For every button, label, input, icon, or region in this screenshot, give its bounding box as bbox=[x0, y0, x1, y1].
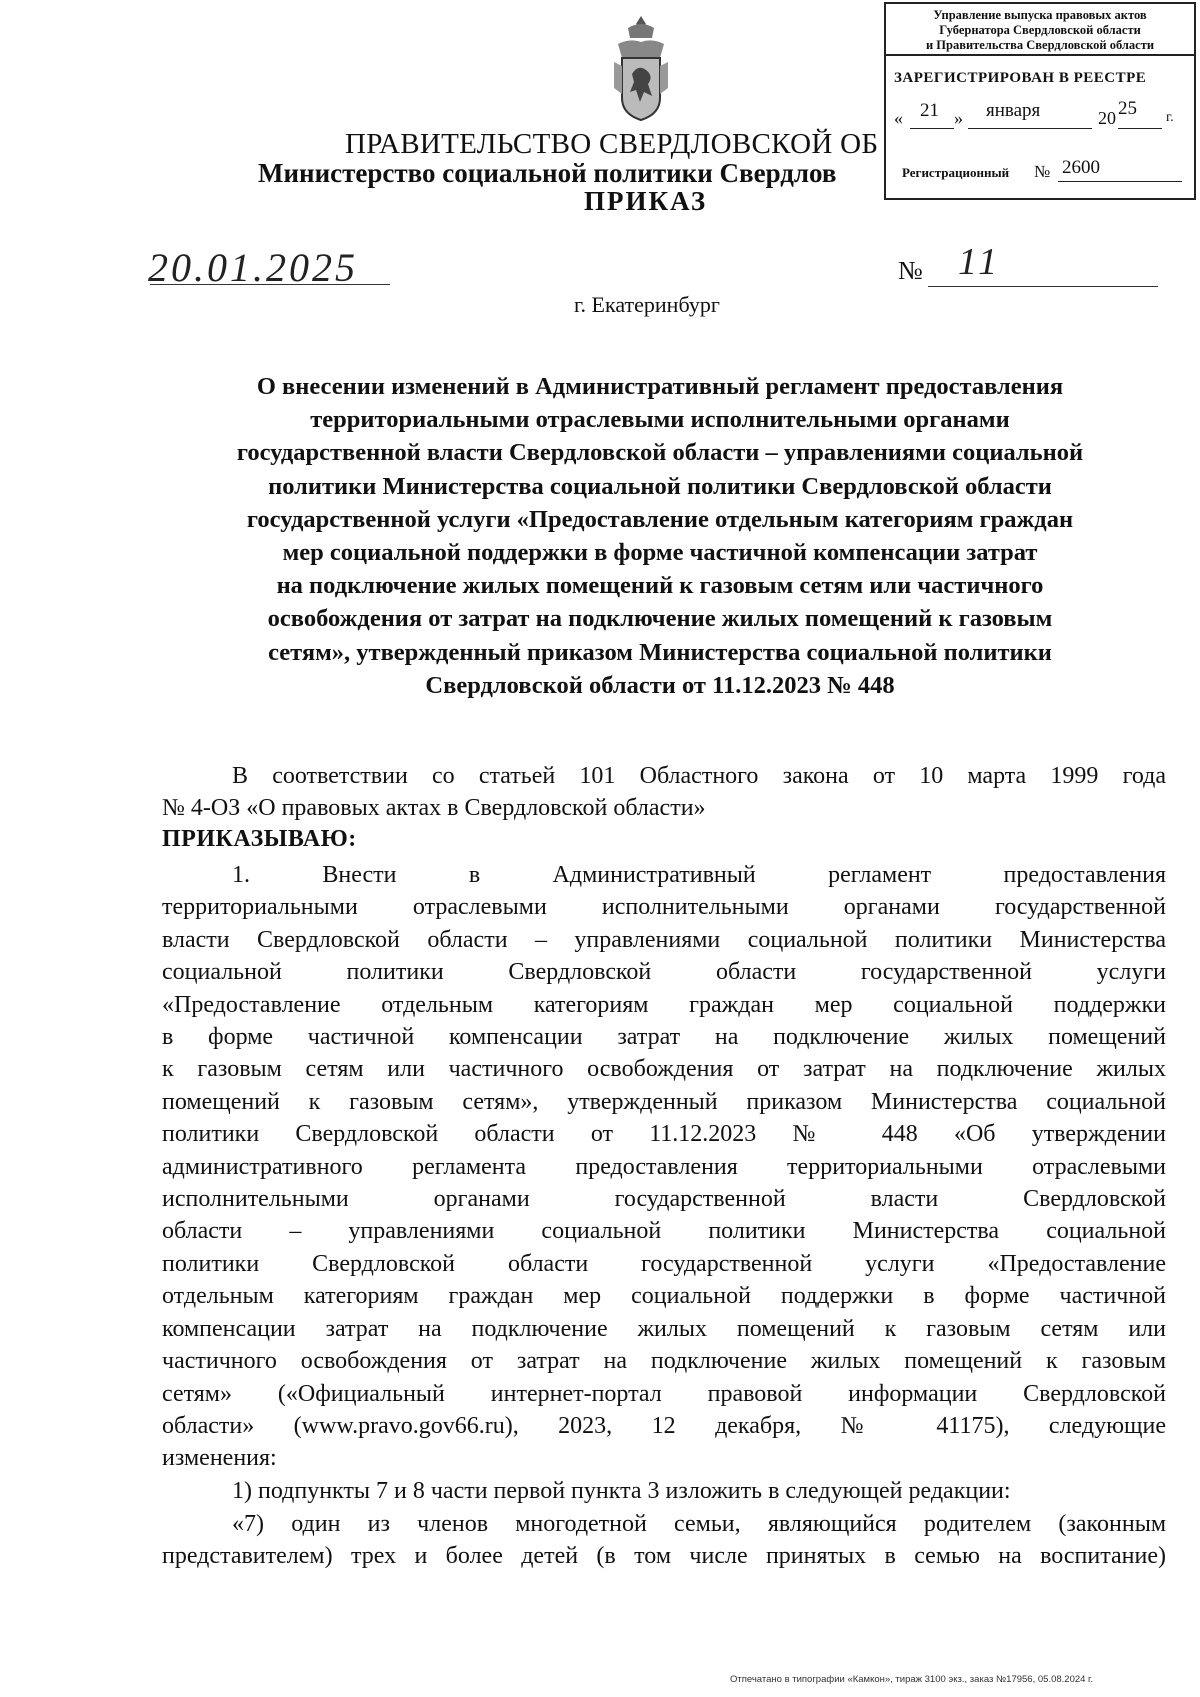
quote-7: «7) один из членов многодетной семьи, являющийся родителем (законным представителем) трех и более детей (в том числе принятых в семью на воспитание) bbox=[162, 1511, 1166, 1570]
item-1: 1. Внести в Административный регламент предоставления территориальными отраслевыми исполнительными органами государственной власти Свердловской области – управлениями социальной политики Министерства социальной политики Свердловской области государственной услуги «Предоставление отдельным категориям граждан мер социальной поддержки в форме частичной компенсации затрат на подключение жилых помещений к газовым сетям или частичного освобождения от затрат на подключение жилых помещений к газовым сетям», утвержденный приказом Министерства социальной политики Свердловской области от 11.12.2023 № 448 «Об утверждении административного регламента предоставления территориальными отраслевыми исполнительными органами государственной власти Свердловской области – управлениями социальной политики Министерства социальной политики Свердловской области государственной услуги «Предоставление отдельным категориям граждан мер социальной поддержки в форме частичной компенсации затрат на подключение жилых помещений к газовым сетям или частичного освобождения от затрат на подключение жилых помещений к газовым сетям» («Официальный интернет-портал правовой информации Свердловской области» (www.pravo.gov66.ru), 2023, 12 декабря, № 41175), следующие изменения: bbox=[162, 862, 1166, 1472]
stamp-month: января bbox=[986, 100, 1041, 121]
city: г. Екатеринбург bbox=[574, 292, 720, 317]
document-type: ПРИКАЗ bbox=[584, 186, 708, 216]
ministry-name: Министерство социальной политики Свердлов bbox=[258, 158, 837, 188]
coat-of-arms-icon bbox=[610, 14, 672, 124]
government-name: ПРАВИТЕЛЬСТВО СВЕРДЛОВСКОЙ ОБ bbox=[345, 128, 879, 160]
subitem-1: 1) подпункты 7 и 8 части первой пункта 3 изложить в следующей редакции: bbox=[232, 1478, 1011, 1504]
stamp-day: 21 bbox=[920, 100, 939, 121]
document-date: 20.01.2025 bbox=[148, 245, 358, 290]
stamp-reg-number: Регистрационный № 2600 bbox=[902, 159, 1192, 189]
order-word: ПРИКАЗЫВАЮ: bbox=[162, 826, 357, 852]
date-underline bbox=[150, 284, 390, 285]
document-number: 11 bbox=[958, 241, 1002, 283]
stamp-year: 25 bbox=[1118, 98, 1137, 119]
stamp-registered-label: ЗАРЕГИСТРИРОВАН В РЕЕСТРЕ bbox=[894, 70, 1147, 86]
print-footer: Отпечатано в типографии «Камкон», тираж 3100 экз., заказ №17956, 05.08.2024 г. bbox=[730, 1674, 1094, 1685]
preamble: В соответствии со статьей 101 Областного закона от 10 марта 1999 года № 4-ОЗ «О правовых актах в Свердловской области» bbox=[162, 763, 1166, 822]
registration-stamp bbox=[884, 2, 1196, 200]
document-title: О внесении изменений в Административный регламент предоставления территориальными отраслевыми исполнительными органами государственной власти Свердловской области – управлениями социальной политики Министерства социальной политики Свердловской области государственной услуги «Предоставление отдельным категориям граждан мер социальной поддержки в форме частичной компенсации затрат на подключение жилых помещений к газовым сетям или частичного освобождения от затрат на подключение жилых помещений к газовым сетям», утвержденный приказом Министерства социальной политики Свердловской области от 11.12.2023 № 448 bbox=[236, 373, 1084, 699]
number-label: № bbox=[898, 256, 923, 285]
stamp-header: Управление выпуска правовых актов Губернатора Свердловской области и Правительства Свердловской области bbox=[886, 4, 1194, 56]
number-underline bbox=[928, 286, 1158, 287]
stamp-number: 2600 bbox=[1062, 157, 1100, 178]
stamp-date: « 21 » января 20 25 г. bbox=[894, 98, 1174, 128]
